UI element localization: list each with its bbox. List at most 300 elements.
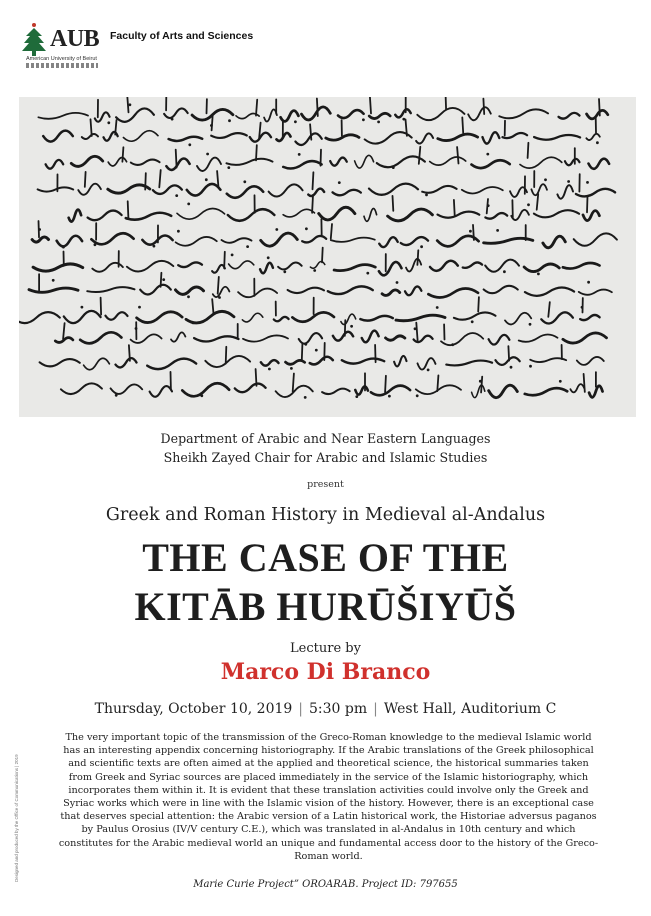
script-stroke <box>393 196 394 211</box>
script-stroke <box>19 312 60 323</box>
script-stroke <box>127 97 128 112</box>
script-stroke <box>274 317 289 321</box>
script-stroke <box>503 133 528 138</box>
script-stroke <box>437 236 478 246</box>
script-stroke <box>472 385 485 398</box>
script-stroke <box>541 312 573 323</box>
script-dot <box>487 204 490 207</box>
script-stroke <box>401 237 428 245</box>
script-stroke <box>484 286 518 293</box>
script-dot <box>218 296 221 299</box>
script-stroke <box>499 109 548 118</box>
script-stroke <box>147 359 196 369</box>
script-dot <box>559 380 562 383</box>
script-stroke <box>310 357 333 365</box>
script-stroke <box>213 287 230 297</box>
script-stroke <box>176 237 217 246</box>
script-stroke <box>570 384 584 392</box>
script-stroke <box>375 345 376 362</box>
script-stroke <box>508 346 509 361</box>
script-stroke <box>126 213 171 220</box>
event-details <box>0 701 651 717</box>
script-stroke <box>563 333 607 343</box>
script-stroke <box>187 184 221 196</box>
script-dot <box>416 394 419 397</box>
script-stroke <box>525 288 574 296</box>
script-dot <box>304 343 307 346</box>
script-stroke <box>587 196 588 212</box>
script-stroke <box>584 374 585 392</box>
script-dot <box>187 295 190 298</box>
script-stroke <box>563 263 600 269</box>
script-dot <box>471 320 474 323</box>
funding-note: Marie Curie Project” OROARAB. Project ID: 797655 <box>193 879 458 890</box>
script-stroke <box>312 195 313 213</box>
script-dot <box>529 365 532 368</box>
script-stroke <box>577 357 604 365</box>
faculty-name: Faculty of Arts and Sciences <box>110 30 254 42</box>
script-stroke <box>122 147 123 161</box>
script-stroke <box>57 236 82 247</box>
lecture-by-label: Lecture by <box>290 641 361 656</box>
script-dot <box>304 396 307 399</box>
event-location: West Hall, Auditorium C <box>383 701 557 717</box>
script-stroke <box>463 262 482 267</box>
script-stroke <box>276 386 313 397</box>
script-dot <box>267 256 270 259</box>
script-stroke <box>166 159 189 170</box>
script-stroke <box>485 260 519 272</box>
script-dot <box>52 279 55 282</box>
design-credit <box>14 752 22 882</box>
script-stroke <box>438 212 480 218</box>
script-dot <box>479 380 482 383</box>
script-stroke <box>286 360 305 364</box>
separator: | <box>373 701 378 717</box>
script-stroke <box>565 159 580 165</box>
script-stroke <box>528 143 529 158</box>
script-stroke <box>317 99 318 117</box>
script-dot <box>377 121 380 124</box>
script-dot <box>350 325 353 328</box>
script-stroke <box>519 335 558 342</box>
script-stroke <box>405 286 421 295</box>
script-stroke <box>525 388 567 395</box>
script-stroke <box>283 161 321 168</box>
script-stroke <box>388 209 433 221</box>
script-dot <box>496 229 499 232</box>
script-dot <box>544 178 547 181</box>
script-dot <box>227 166 230 169</box>
script-stroke <box>182 383 229 396</box>
script-stroke <box>489 335 510 345</box>
script-dot <box>315 349 318 352</box>
script-stroke <box>583 211 599 221</box>
script-stroke <box>91 119 92 136</box>
script-stroke <box>161 273 162 287</box>
script-dot <box>153 245 156 248</box>
script-stroke <box>345 320 346 336</box>
script-stroke <box>369 113 390 118</box>
script-stroke <box>116 108 154 121</box>
script-dot <box>420 245 423 248</box>
script-stroke <box>63 323 65 339</box>
script-stroke <box>548 302 550 317</box>
script-stroke <box>61 383 102 394</box>
script-stroke <box>164 108 188 118</box>
script-stroke <box>116 358 137 367</box>
script-dot <box>243 180 246 183</box>
event-date: Thursday, October 10, 2019 <box>94 701 293 717</box>
script-stroke <box>417 108 464 120</box>
script-stroke <box>328 286 373 294</box>
script-dot <box>586 181 589 184</box>
script-stroke <box>302 236 326 242</box>
script-dot <box>486 153 489 156</box>
script-dot <box>392 166 395 169</box>
script-stroke <box>369 184 418 195</box>
script-stroke <box>586 134 599 140</box>
script-stroke <box>589 159 610 169</box>
script-dot <box>192 321 195 324</box>
script-stroke <box>382 290 400 295</box>
script-stroke <box>131 334 162 343</box>
logo-text: AUB <box>50 26 100 52</box>
script-stroke <box>260 263 273 274</box>
logo-arabic-script <box>26 63 98 68</box>
title-line-1: THE CASE OF THE <box>142 535 509 580</box>
script-stroke <box>177 209 225 220</box>
script-stroke <box>472 160 510 168</box>
script-stroke <box>511 210 529 220</box>
script-stroke <box>330 158 347 166</box>
script-stroke <box>483 132 500 143</box>
script-stroke <box>332 190 360 195</box>
script-stroke <box>106 312 128 320</box>
script-dot <box>414 327 417 330</box>
script-stroke <box>224 252 225 269</box>
script-stroke <box>331 224 332 239</box>
script-stroke <box>468 107 491 120</box>
script-dot <box>510 366 513 369</box>
script-stroke <box>127 261 173 272</box>
script-dot <box>305 227 308 230</box>
script-stroke <box>370 97 371 113</box>
script-stroke <box>87 287 134 292</box>
script-dot <box>175 194 178 197</box>
script-dot <box>187 203 190 206</box>
script-stroke <box>33 264 83 271</box>
script-stroke <box>417 250 418 265</box>
script-stroke <box>446 97 447 110</box>
script-stroke <box>430 157 466 165</box>
script-stroke <box>194 336 238 341</box>
script-stroke <box>385 376 386 392</box>
header <box>20 20 640 70</box>
script-stroke <box>406 259 421 272</box>
script-dot <box>200 394 203 397</box>
script-stroke <box>226 347 227 364</box>
event-subtitle: Greek and Roman History in Medieval al-Andalus <box>105 505 546 525</box>
script-stroke <box>80 332 121 343</box>
script-dot <box>581 306 584 309</box>
script-stroke <box>131 160 160 165</box>
script-stroke <box>341 314 356 324</box>
script-stroke <box>299 333 322 344</box>
script-stroke <box>29 288 78 292</box>
script-dot <box>290 367 293 370</box>
script-stroke <box>217 171 218 187</box>
script-stroke <box>212 116 213 130</box>
script-dot <box>231 254 234 257</box>
script-stroke <box>84 358 110 369</box>
script-stroke <box>599 99 600 116</box>
script-dot <box>205 178 208 181</box>
script-stroke <box>485 213 507 219</box>
script-stroke <box>377 156 425 167</box>
script-stroke <box>159 170 160 187</box>
script-stroke <box>473 225 474 240</box>
script-stroke <box>385 336 404 340</box>
script-stroke <box>212 265 225 273</box>
script-stroke <box>222 238 252 243</box>
design-credit-text: Designed and produced by the Office of Communications | 2019 <box>14 754 19 882</box>
script-stroke <box>176 287 204 294</box>
script-stroke <box>333 332 353 341</box>
script-stroke <box>283 209 314 217</box>
present-label: present <box>307 479 344 490</box>
script-stroke <box>211 133 247 138</box>
script-stroke <box>364 209 377 222</box>
script-stroke <box>574 233 617 245</box>
script-stroke <box>85 172 86 187</box>
script-stroke <box>418 358 436 369</box>
script-stroke <box>428 289 478 298</box>
script-stroke <box>238 289 277 298</box>
script-dot <box>129 103 132 106</box>
script-stroke <box>38 187 74 191</box>
script-stroke <box>288 288 324 293</box>
script-stroke <box>281 111 299 122</box>
script-stroke <box>140 285 171 295</box>
script-stroke <box>462 117 463 133</box>
script-stroke <box>243 335 288 341</box>
script-stroke <box>496 357 520 365</box>
script-dot <box>268 368 271 371</box>
script-stroke <box>454 312 496 319</box>
script-stroke <box>88 211 122 221</box>
script-stroke <box>269 184 303 196</box>
script-stroke <box>129 345 130 361</box>
script-stroke <box>197 158 221 171</box>
description-paragraph: The very important topic of the transmission of the Greco-Roman knowledge to the medieval Islamic world has an interesting appendix concerning historiography. If the Arabic translations of the Greek philosophical and scientific texts are often aimed at the applied and theoretical science, the historical summaries taken from Greek and Syriac sources are placed immediately in the service of the Islamic historiography, which incorporates them within it. It is evident that these translation activities could involve only the Greek and Syriac works which were in line with the Islamic vision of the history. However, there is an exceptional case that deserves special attention: the Arabic version of a Latin historical work, the Historiae adversus paganos by Paulus Orosius (IV/V century C.E.), which was translated in al-Andalus in 10th century and which constitutes for the Arabic medieval world an unique and fundamental access door to the history of the Greco-Roman world. <box>58 732 599 862</box>
script-stroke <box>446 361 492 366</box>
script-dot <box>366 272 369 275</box>
script-stroke <box>489 385 518 398</box>
script-stroke <box>438 134 478 141</box>
script-stroke <box>422 186 456 193</box>
script-stroke <box>261 233 298 246</box>
script-stroke <box>278 262 302 269</box>
script-stroke <box>32 237 48 242</box>
script-stroke <box>360 316 392 321</box>
separator: | <box>298 701 304 717</box>
script-stroke <box>43 131 73 142</box>
script-stroke <box>379 237 397 247</box>
script-stroke <box>437 375 438 391</box>
script-stroke <box>256 369 257 386</box>
department-line-1: Department of Arabic and Near Eastern Languages <box>160 431 491 446</box>
script-stroke <box>212 299 213 314</box>
script-dot <box>107 121 110 124</box>
script-stroke <box>176 150 177 168</box>
script-dot <box>206 153 209 156</box>
script-stroke <box>150 386 172 397</box>
script-stroke <box>261 360 279 366</box>
script-stroke <box>430 261 458 271</box>
script-stroke <box>478 297 479 312</box>
script-stroke <box>362 331 379 343</box>
speaker-name: Marco Di Branco <box>220 659 431 685</box>
script-stroke <box>379 262 402 275</box>
script-stroke <box>355 155 374 168</box>
script-stroke <box>416 323 417 341</box>
script-stroke <box>228 209 275 221</box>
script-dot <box>228 119 231 122</box>
script-stroke <box>123 131 158 142</box>
script-dot <box>527 203 530 206</box>
script-dot <box>38 228 41 231</box>
script-stroke <box>178 262 202 267</box>
script-stroke <box>64 311 101 323</box>
script-dot <box>313 269 316 272</box>
script-stroke <box>108 158 126 167</box>
logo-subtitle: American University of Beirut <box>26 56 97 62</box>
script-stroke <box>481 377 482 393</box>
cedar-tree-icon <box>20 20 48 60</box>
script-stroke <box>579 290 612 295</box>
script-stroke <box>355 386 368 394</box>
script-stroke <box>169 137 203 141</box>
script-stroke <box>321 150 322 166</box>
script-stroke <box>530 358 566 362</box>
script-stroke <box>419 147 421 164</box>
script-dot <box>94 243 97 246</box>
script-stroke <box>580 315 599 320</box>
script-stroke <box>557 185 573 199</box>
script-stroke <box>108 185 150 193</box>
script-stroke <box>483 99 484 114</box>
script-stroke <box>128 201 129 218</box>
script-stroke <box>40 359 80 366</box>
script-stroke <box>71 156 102 166</box>
script-stroke <box>543 236 565 248</box>
script-stroke <box>537 194 539 210</box>
script-stroke <box>218 277 219 294</box>
aub-logo[interactable] <box>20 20 104 70</box>
script-stroke <box>227 186 263 197</box>
script-stroke <box>313 172 314 189</box>
script-stroke <box>534 135 580 140</box>
script-stroke <box>46 160 64 169</box>
script-dot <box>425 194 428 197</box>
script-dot <box>188 143 191 146</box>
script-dot <box>275 228 278 231</box>
script-stroke <box>256 100 257 116</box>
script-stroke <box>322 389 350 394</box>
script-dot <box>338 181 341 184</box>
title-line-2: KITĀB HURŪŠIYŪŠ <box>134 584 517 629</box>
script-dot <box>355 395 358 398</box>
script-dot <box>396 281 399 284</box>
script-dot <box>451 343 454 346</box>
script-dot <box>138 306 141 309</box>
script-stroke <box>186 311 234 323</box>
script-stroke <box>334 265 375 271</box>
script-stroke <box>38 113 88 119</box>
script-dot <box>427 369 430 372</box>
script-dot <box>436 306 439 309</box>
script-stroke <box>69 210 81 222</box>
script-stroke <box>78 184 101 195</box>
script-stroke <box>153 185 182 194</box>
script-stroke <box>101 298 102 315</box>
script-stroke <box>308 189 324 196</box>
script-stroke <box>111 384 143 394</box>
script-dot <box>503 270 506 273</box>
script-stroke <box>454 200 455 215</box>
script-stroke <box>302 344 303 360</box>
script-stroke <box>331 238 375 242</box>
script-stroke <box>91 233 133 244</box>
script-stroke <box>319 207 355 220</box>
script-dot <box>388 395 391 398</box>
script-stroke <box>576 189 615 197</box>
script-dot <box>177 230 180 233</box>
script-dot <box>210 124 213 127</box>
script-stroke <box>227 159 273 165</box>
script-stroke <box>342 359 384 364</box>
script-dot <box>529 323 532 326</box>
script-stroke <box>256 145 257 160</box>
script-stroke <box>229 261 254 269</box>
script-stroke <box>171 332 185 341</box>
script-dot <box>567 180 570 183</box>
script-stroke <box>462 187 503 193</box>
script-dot <box>294 120 297 123</box>
script-stroke <box>371 386 410 396</box>
script-stroke <box>534 210 579 217</box>
script-stroke <box>505 313 531 325</box>
script-stroke <box>264 109 277 121</box>
script-dot <box>596 141 599 144</box>
script-dot <box>283 270 286 273</box>
script-stroke <box>441 333 483 345</box>
script-dot <box>135 327 138 330</box>
script-dot <box>362 118 365 121</box>
script-stroke <box>524 264 559 272</box>
script-stroke <box>365 132 412 144</box>
script-stroke <box>416 133 433 143</box>
script-dot <box>246 245 249 248</box>
script-stroke <box>55 338 73 343</box>
script-stroke <box>457 147 458 164</box>
script-dot <box>171 118 174 121</box>
arabic-manuscript-image <box>19 97 636 417</box>
script-stroke <box>395 109 410 117</box>
script-dot <box>115 394 118 397</box>
script-stroke <box>310 124 311 139</box>
